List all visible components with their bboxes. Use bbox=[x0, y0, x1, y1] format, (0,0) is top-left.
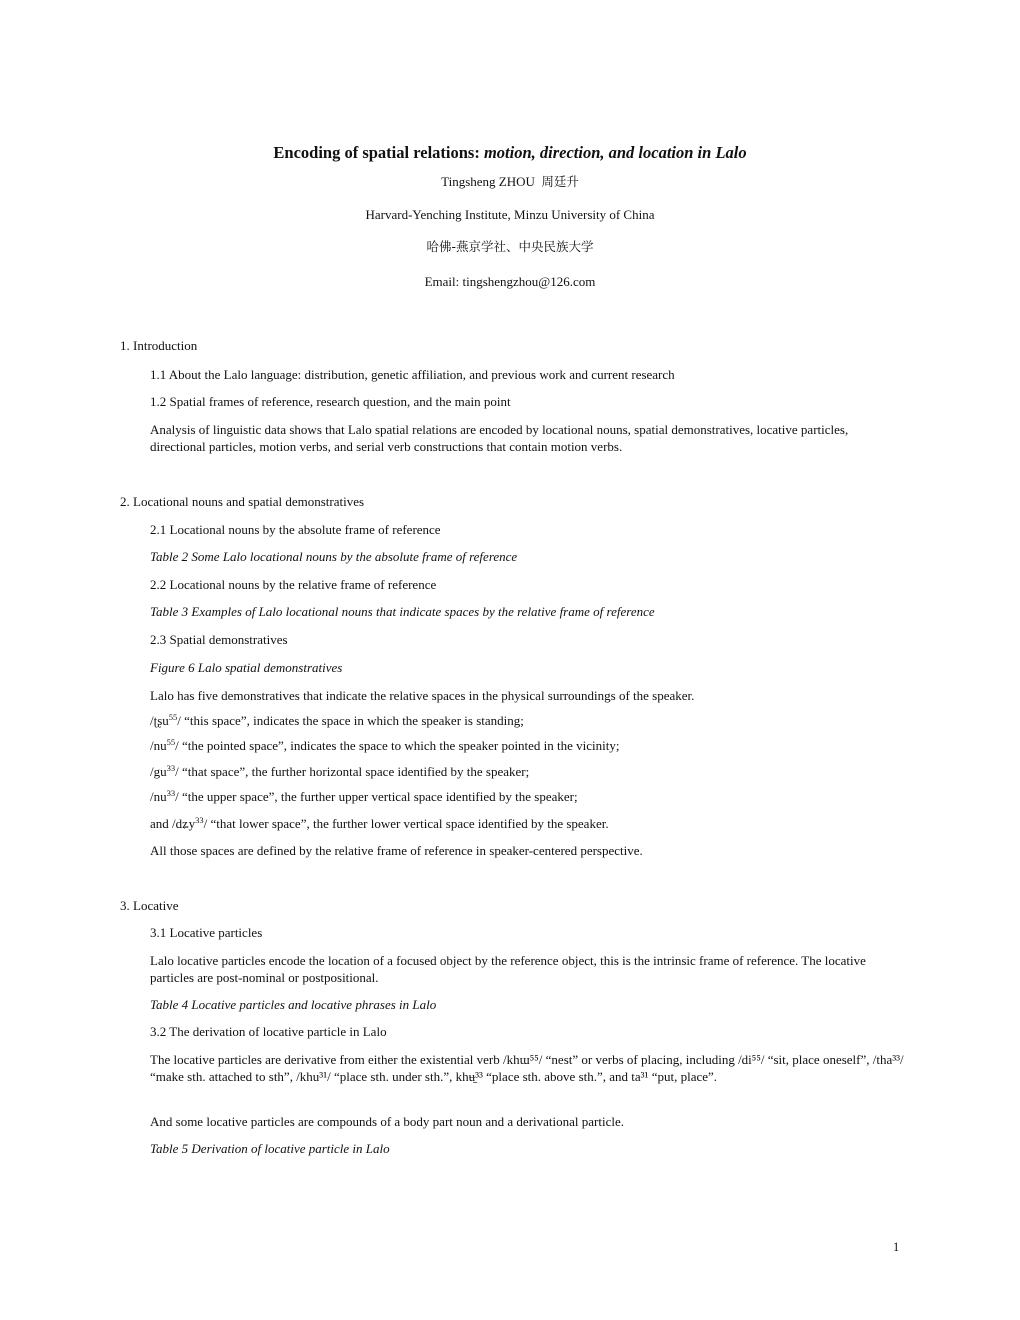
subsection-2-3: 2.3 Spatial demonstratives bbox=[150, 632, 288, 647]
section-3-heading: 3. Locative bbox=[120, 898, 179, 913]
table-4-caption: Table 4 Locative particles and locative phrases in Lalo bbox=[150, 997, 437, 1012]
table-2-caption: Table 2 Some Lalo locational nouns by the absolute frame of reference bbox=[150, 549, 518, 564]
author-name-cjk: 周廷升 bbox=[541, 174, 579, 189]
demonstrative-item bbox=[150, 816, 609, 832]
demonstrative-item bbox=[150, 738, 620, 754]
demonstrative-gloss: / “the upper space”, the further upper vertical space identified by the speaker; bbox=[175, 789, 578, 804]
table-5-caption: Table 5 Derivation of locative particle in Lalo bbox=[150, 1141, 390, 1156]
affiliation-cjk: 哈佛-燕京学社、中央民族大学 bbox=[426, 239, 594, 254]
subsection-2-1: 2.1 Locational nouns by the absolute frame of reference bbox=[150, 522, 441, 537]
demonstrative-item bbox=[150, 789, 578, 805]
compounds-paragraph: And some locative particles are compounds of a body part noun and a derivational particle. bbox=[150, 1114, 624, 1129]
section-2-heading: 2. Locational nouns and spatial demonstratives bbox=[120, 494, 365, 509]
demonstrative-tone: 33 bbox=[166, 788, 176, 798]
subsection-3-1: 3.1 Locative particles bbox=[150, 925, 263, 940]
demonstrative-item bbox=[150, 764, 529, 780]
demonstrative-word: nu bbox=[153, 789, 167, 804]
demonstrative-gloss: / “that lower space”, the further lower vertical space identified by the speaker. bbox=[203, 816, 609, 831]
demonstrative-prefix: / bbox=[150, 738, 154, 753]
intro-paragraph: Analysis of linguistic data shows that Lalo spatial relations are encoded by locational nouns, spatial demonstratives, locative particles, directional particles, motion verbs, and serial verb constructions that contain motion verbs. bbox=[150, 422, 849, 454]
author-name: Tingsheng ZHOU bbox=[441, 174, 535, 189]
subsection-3-2: 3.2 The derivation of locative particle in Lalo bbox=[150, 1024, 387, 1039]
demonstrative-item bbox=[150, 713, 524, 729]
demonstrative-word: gu bbox=[153, 764, 167, 779]
title-italic: motion, direction, and location in Lalo bbox=[483, 143, 747, 162]
demonstrative-prefix: / bbox=[150, 713, 154, 728]
locative-paragraph: Lalo locative particles encode the location of a focused object by the reference object, this is the intrinsic frame of reference. The locative particles are post-nominal or postpositional. bbox=[150, 953, 866, 985]
subsection-2-2: 2.2 Locational nouns by the relative frame of reference bbox=[150, 577, 437, 592]
author-line bbox=[0, 172, 1020, 190]
demonstrative-tone: 55 bbox=[166, 737, 176, 747]
affiliation: Harvard-Yenching Institute, Minzu University of China bbox=[365, 207, 655, 222]
demonstratives-intro: Lalo has five demonstratives that indicate the relative spaces in the physical surroundings of the speaker. bbox=[150, 688, 695, 703]
demonstrative-tone: 33 bbox=[166, 763, 176, 773]
demonstrative-tone: 33 bbox=[195, 815, 204, 825]
table-3-caption: Table 3 Examples of Lalo locational nouns that indicate spaces by the relative frame of reference bbox=[150, 604, 655, 619]
subsection-1-1: 1.1 About the Lalo language: distribution, genetic affiliation, and previous work and current research bbox=[150, 367, 675, 382]
paper-title bbox=[0, 143, 1020, 163]
subsection-1-2: 1.2 Spatial frames of reference, research question, and the main point bbox=[150, 394, 511, 409]
demonstrative-gloss: / “that space”, the further horizontal space identified by the speaker; bbox=[175, 764, 530, 779]
demonstrative-prefix: / bbox=[150, 789, 154, 804]
demonstrative-gloss: / “the pointed space”, indicates the space to which the speaker pointed in the vicinity; bbox=[175, 738, 620, 753]
derivation-paragraph: The locative particles are derivative from either the existential verb /khɯ⁵⁵/ “nest” or verbs of placing, including /di⁵⁵/ “sit, place oneself”, /tha³³/ “make sth. attached to sth”, /khu³¹/ “place sth. under sth.”, khʉ̱³³ “place sth. above sth.”, and ta³¹ “put, place”. bbox=[150, 1052, 904, 1084]
demonstrative-prefix: and / bbox=[150, 816, 176, 831]
demonstrative-word: dʑy bbox=[175, 816, 196, 831]
demonstrative-prefix: / bbox=[150, 764, 154, 779]
demonstrative-gloss: / “this space”, indicates the space in which the speaker is standing; bbox=[177, 713, 524, 728]
figure-6-caption: Figure 6 Lalo spatial demonstratives bbox=[150, 660, 343, 675]
title-bold: Encoding of spatial relations: bbox=[273, 143, 484, 162]
author-email: Email: tingshengzhou@126.com bbox=[424, 274, 596, 289]
demonstrative-word: ʈʂu bbox=[153, 713, 169, 728]
section-1-heading: 1. Introduction bbox=[120, 338, 198, 353]
demonstratives-closing: All those spaces are defined by the relative frame of reference in speaker-centered perspective. bbox=[150, 843, 643, 858]
demonstrative-word: nu bbox=[153, 738, 167, 753]
page-number: 1 bbox=[893, 1240, 900, 1254]
demonstrative-tone: 55 bbox=[168, 712, 178, 722]
